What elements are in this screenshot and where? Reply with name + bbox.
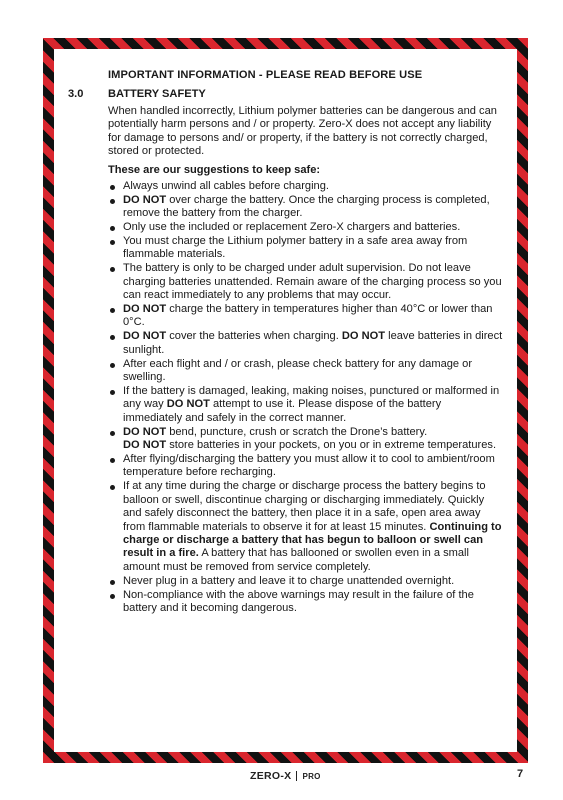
footer [0,768,563,784]
safety-item: Non-compliance with the above warnings may result in the failure of the battery and it becoming dangerous. [108,589,503,616]
emphasis: Continuing to charge or discharge a battery that has begun to balloon or swell can result in a fire. [123,520,502,560]
logo-pro-label: PRO [302,771,321,781]
safety-item: After each flight and / or crash, please check battery for any damage or swelling. [108,358,503,385]
hazard-stripe-border [43,38,528,763]
content [68,69,503,616]
safety-list [108,180,503,616]
safety-item: The battery is only to be charged under adult supervision. Do not leave charging batteries unattended. Remain aware of the charging process so you can react immediately to any problems that may occur. [108,262,503,302]
emphasis: DO NOT [123,439,167,452]
safety-item: After flying/discharging the battery you must allow it to cool to ambient/room temperature before recharging. [108,453,503,480]
intro-paragraph: When handled incorrectly, Lithium polymer batteries can be dangerous and can potentially harm persons and / or property. Zero-X does not accept any liability for damage to persons and/ or property, if the battery is not correctly charged, stored or protected. [108,104,497,158]
section-body [68,105,503,616]
emphasis: DO NOT [123,330,167,343]
emphasis: DO NOT [123,193,167,206]
logo-text: ZERO-X [250,770,292,782]
suggestions-heading: These are our suggestions to keep safe: [108,164,321,177]
safety-item: DO NOT over charge the battery. Once the charging process is completed, remove the battery from the charger. [108,194,503,221]
logo-divider [296,771,297,781]
emphasis: DO NOT [123,303,167,315]
section-number: 3.0 [68,88,84,101]
page-header: IMPORTANT INFORMATION - PLEASE READ BEFORE USE [108,69,423,81]
page-number: 7 [517,768,524,780]
zero-x-logo [250,770,321,782]
safety-item: DO NOT bend, puncture, crush or scratch the Drone’s battery. DO NOT store batteries in your pockets, on you or in extreme temperatures. [108,426,503,453]
section-title: BATTERY SAFETY [108,88,206,101]
emphasis: DO NOT [341,330,386,343]
safety-item: Always unwind all cables before charging. [108,180,503,193]
safety-item: Never plug in a battery and leave it to charge unattended overnight. [108,575,503,588]
emphasis: DO NOT [166,398,210,411]
safety-item: DO NOT charge the battery in temperatures higher than 40°C or lower than 0°C. [108,303,503,330]
safety-item: If at any time during the charge or discharge process the battery begins to balloon or swell, discontinue charging or discharging immediately. Quickly and safely disconnect the battery, then place it in a safe, open area away from flammable materials to observe it for at least 15 minutes. Continuing to charge or discharge a battery that has begun to balloon or swell can result in a fire. A battery that has ballooned or swollen even in a small amount must be removed from service completely. [108,480,503,574]
safety-item: DO NOT cover the batteries when charging. DO NOT leave batteries in direct sunlight. [108,330,503,357]
safety-item: If the battery is damaged, leaking, making noises, punctured or malformed in any way DO NOT attempt to use it. Please dispose of the battery immediately and safely in the correct manner. [108,385,503,425]
safety-item: You must charge the Lithium polymer battery in a safe area away from flammable materials. [108,235,503,262]
safety-item: Only use the included or replacement Zero-X chargers and batteries. [108,221,503,234]
section-heading [68,88,503,101]
page-panel [54,49,517,752]
emphasis: DO NOT [123,425,167,438]
